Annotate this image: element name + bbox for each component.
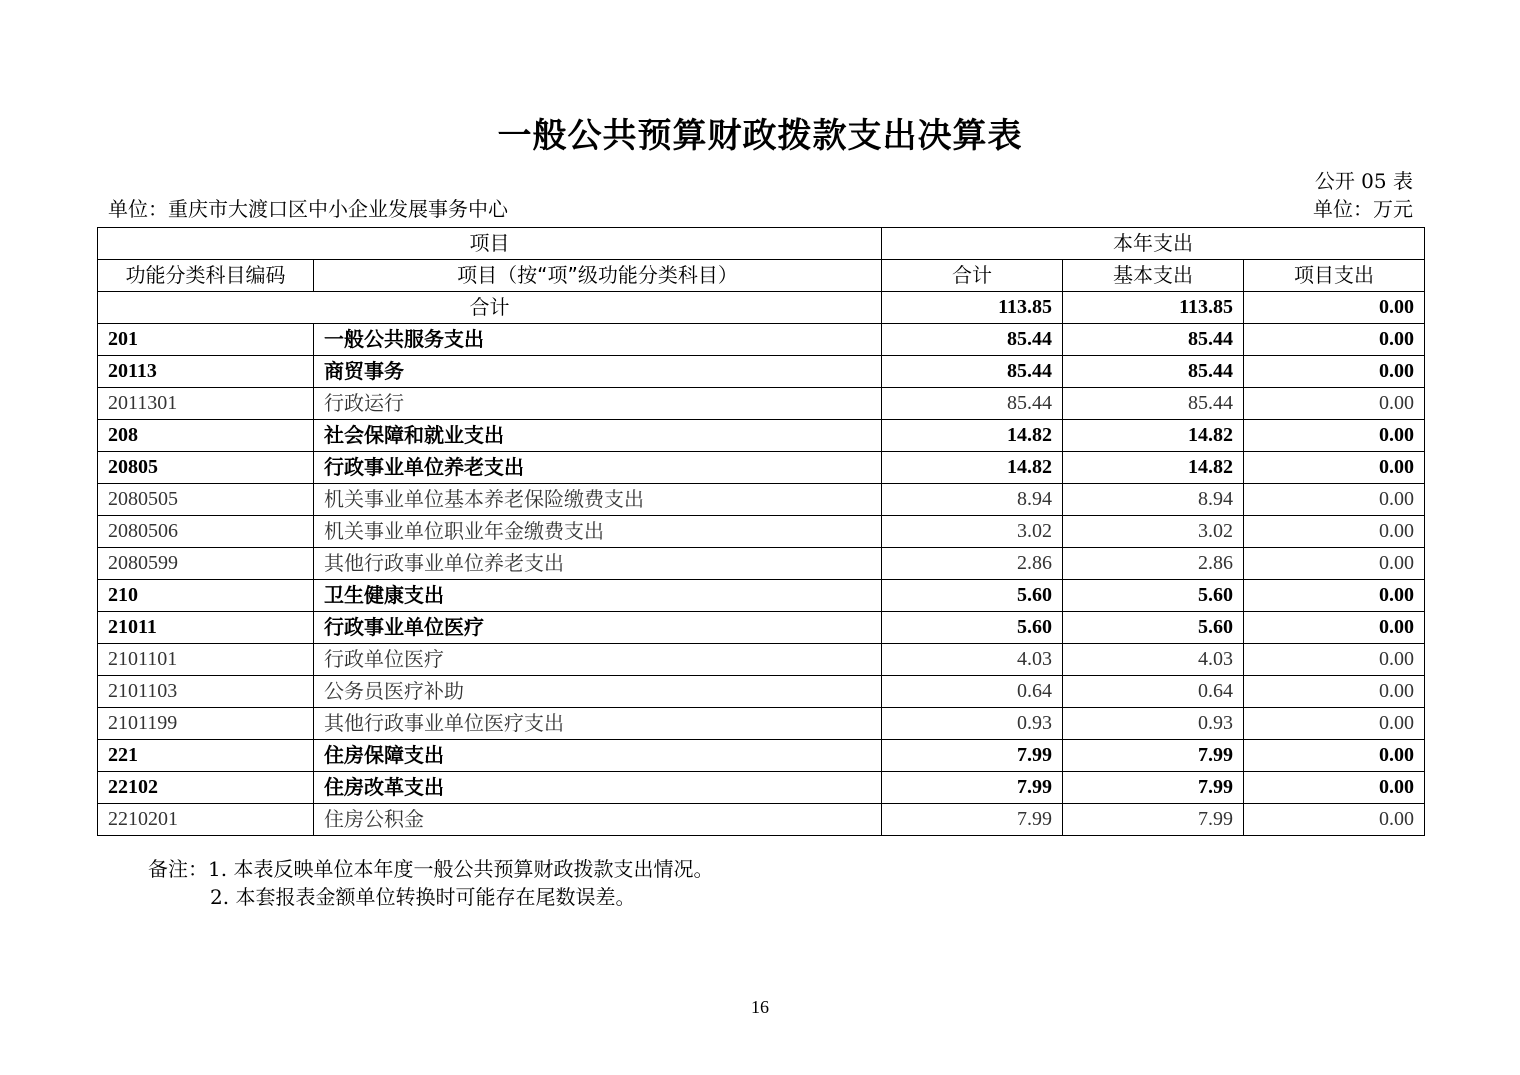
note-line-1: 备注：1. 本表反映单位本年度一般公共预算财政拨款支出情况。 — [148, 857, 714, 881]
table-row — [98, 676, 1425, 708]
row-project: 0.00 — [1244, 740, 1425, 772]
total-total: 113.85 — [882, 292, 1063, 324]
row-total: 8.94 — [882, 484, 1063, 516]
page-number: 16 — [751, 997, 769, 1017]
row-name: 社会保障和就业支出 — [314, 420, 882, 452]
row-project: 0.00 — [1244, 772, 1425, 804]
table-row — [98, 708, 1425, 740]
row-total: 4.03 — [882, 644, 1063, 676]
row-code: 20805 — [98, 452, 314, 484]
row-basic: 4.03 — [1063, 644, 1244, 676]
notes — [148, 855, 713, 911]
row-name: 机关事业单位基本养老保险缴费支出 — [314, 484, 882, 516]
row-code: 201 — [98, 324, 314, 356]
note-line-2: 2. 本套报表金额单位转换时可能存在尾数误差。 — [210, 885, 636, 909]
row-project: 0.00 — [1244, 804, 1425, 836]
row-name: 其他行政事业单位医疗支出 — [314, 708, 882, 740]
row-code: 20113 — [98, 356, 314, 388]
total-basic: 113.85 — [1063, 292, 1244, 324]
table-row — [98, 388, 1425, 420]
header-total: 合计 — [882, 260, 1063, 292]
row-code: 2080599 — [98, 548, 314, 580]
header-year-group: 本年支出 — [882, 228, 1425, 260]
row-name: 住房保障支出 — [314, 740, 882, 772]
row-code: 2011301 — [98, 388, 314, 420]
row-basic: 85.44 — [1063, 388, 1244, 420]
table-row — [98, 548, 1425, 580]
row-basic: 5.60 — [1063, 612, 1244, 644]
budget-table — [97, 227, 1425, 836]
row-code: 221 — [98, 740, 314, 772]
row-basic: 8.94 — [1063, 484, 1244, 516]
header-basic: 基本支出 — [1063, 260, 1244, 292]
row-total: 5.60 — [882, 612, 1063, 644]
table-row — [98, 516, 1425, 548]
row-project: 0.00 — [1244, 708, 1425, 740]
row-project: 0.00 — [1244, 484, 1425, 516]
row-total: 7.99 — [882, 772, 1063, 804]
row-name: 行政事业单位养老支出 — [314, 452, 882, 484]
row-name: 公务员医疗补助 — [314, 676, 882, 708]
form-number: 公开 05 表 — [1314, 169, 1413, 193]
table-row — [98, 644, 1425, 676]
row-code: 2101103 — [98, 676, 314, 708]
row-basic: 85.44 — [1063, 356, 1244, 388]
row-total: 85.44 — [882, 388, 1063, 420]
row-total: 7.99 — [882, 804, 1063, 836]
table-row — [98, 772, 1425, 804]
row-total: 5.60 — [882, 580, 1063, 612]
row-project: 0.00 — [1244, 452, 1425, 484]
row-total: 85.44 — [882, 356, 1063, 388]
header-column-row — [98, 260, 1425, 292]
row-basic: 0.93 — [1063, 708, 1244, 740]
row-code: 2210201 — [98, 804, 314, 836]
row-project: 0.00 — [1244, 388, 1425, 420]
row-total: 2.86 — [882, 548, 1063, 580]
row-basic: 14.82 — [1063, 420, 1244, 452]
row-project: 0.00 — [1244, 324, 1425, 356]
table-row — [98, 804, 1425, 836]
table-row — [98, 420, 1425, 452]
row-code: 21011 — [98, 612, 314, 644]
row-project: 0.00 — [1244, 612, 1425, 644]
row-total: 85.44 — [882, 324, 1063, 356]
row-name: 商贸事务 — [314, 356, 882, 388]
row-project: 0.00 — [1244, 516, 1425, 548]
row-basic: 5.60 — [1063, 580, 1244, 612]
row-basic: 7.99 — [1063, 804, 1244, 836]
table-row — [98, 740, 1425, 772]
row-basic: 0.64 — [1063, 676, 1244, 708]
row-name: 住房公积金 — [314, 804, 882, 836]
row-total: 14.82 — [882, 452, 1063, 484]
row-basic: 3.02 — [1063, 516, 1244, 548]
row-name: 卫生健康支出 — [314, 580, 882, 612]
table-row — [98, 612, 1425, 644]
row-total: 0.93 — [882, 708, 1063, 740]
header-group-row — [98, 228, 1425, 260]
row-code: 22102 — [98, 772, 314, 804]
table-row — [98, 356, 1425, 388]
row-total: 3.02 — [882, 516, 1063, 548]
header-code: 功能分类科目编码 — [98, 260, 314, 292]
row-project: 0.00 — [1244, 356, 1425, 388]
row-name: 机关事业单位职业年金缴费支出 — [314, 516, 882, 548]
row-code: 2080505 — [98, 484, 314, 516]
row-project: 0.00 — [1244, 548, 1425, 580]
row-basic: 7.99 — [1063, 772, 1244, 804]
row-name: 行政运行 — [314, 388, 882, 420]
row-basic: 7.99 — [1063, 740, 1244, 772]
total-row — [98, 292, 1425, 324]
row-project: 0.00 — [1244, 676, 1425, 708]
header-project: 项目支出 — [1244, 260, 1425, 292]
row-code: 2101199 — [98, 708, 314, 740]
row-name: 住房改革支出 — [314, 772, 882, 804]
row-total: 7.99 — [882, 740, 1063, 772]
header-name: 项目（按“项”级功能分类科目） — [314, 260, 882, 292]
row-basic: 2.86 — [1063, 548, 1244, 580]
row-project: 0.00 — [1244, 644, 1425, 676]
table-row — [98, 484, 1425, 516]
row-project: 0.00 — [1244, 420, 1425, 452]
total-project: 0.00 — [1244, 292, 1425, 324]
row-basic: 14.82 — [1063, 452, 1244, 484]
total-label: 合计 — [98, 292, 882, 324]
table-row — [98, 580, 1425, 612]
page-title: 一般公共预算财政拨款支出决算表 — [497, 116, 1023, 156]
row-name: 行政事业单位医疗 — [314, 612, 882, 644]
row-code: 210 — [98, 580, 314, 612]
row-name: 行政单位医疗 — [314, 644, 882, 676]
row-name: 一般公共服务支出 — [314, 324, 882, 356]
unit-currency: 单位：万元 — [1313, 197, 1413, 221]
row-name: 其他行政事业单位养老支出 — [314, 548, 882, 580]
table-row — [98, 452, 1425, 484]
row-code: 2080506 — [98, 516, 314, 548]
unit-organization: 单位：重庆市大渡口区中小企业发展事务中心 — [108, 197, 508, 221]
row-total: 14.82 — [882, 420, 1063, 452]
row-total: 0.64 — [882, 676, 1063, 708]
row-project: 0.00 — [1244, 580, 1425, 612]
row-code: 2101101 — [98, 644, 314, 676]
row-code: 208 — [98, 420, 314, 452]
table-row — [98, 324, 1425, 356]
header-item-group: 项目 — [98, 228, 882, 260]
row-basic: 85.44 — [1063, 324, 1244, 356]
